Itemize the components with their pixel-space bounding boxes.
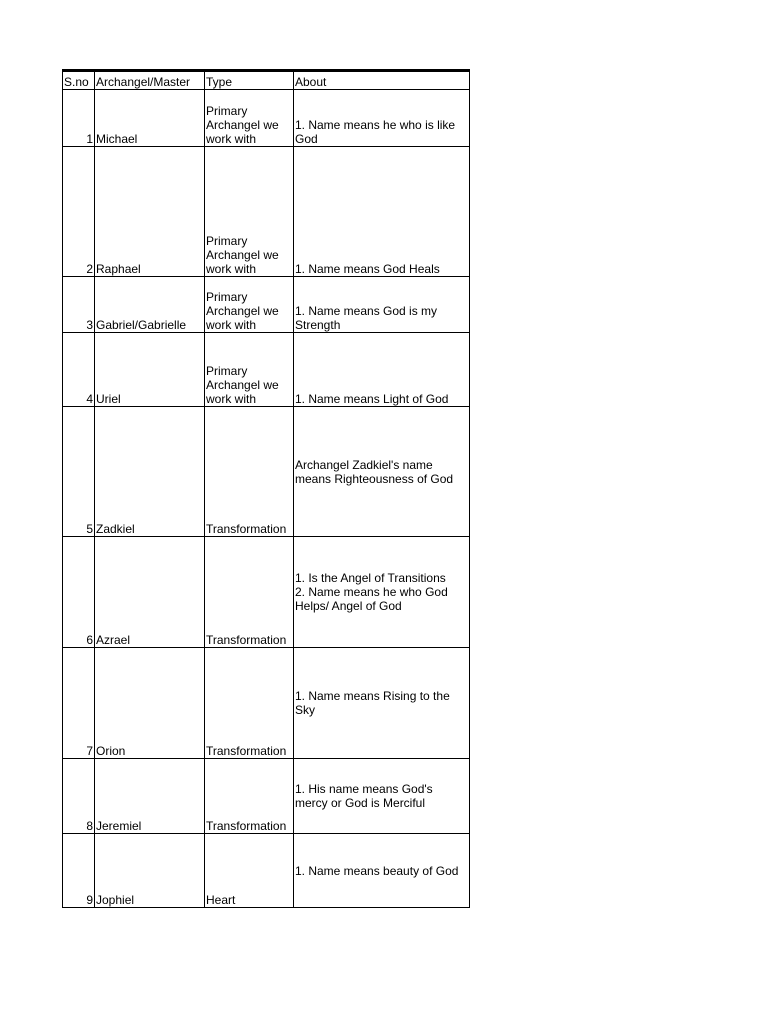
- table-row: [63, 407, 470, 537]
- archangel-type: Transformation: [205, 537, 294, 648]
- archangel-name: Michael: [95, 90, 205, 147]
- archangel-about: 1. Name means he who is like God: [294, 90, 470, 147]
- archangel-about: 1. Name means God Heals: [294, 147, 470, 277]
- archangel-type: Primary Archangel we work with: [205, 90, 294, 147]
- table-row: [63, 277, 470, 333]
- archangel-name: Jophiel: [95, 834, 205, 908]
- archangel-about: [294, 648, 470, 759]
- about-text: 1. His name means God's mercy or God is Merciful: [295, 782, 433, 810]
- archangel-name: Gabriel/Gabrielle: [95, 277, 205, 333]
- archangel-name: Azrael: [95, 537, 205, 648]
- about-text: 1. Name means Rising to the Sky: [295, 689, 450, 717]
- table-row: [63, 648, 470, 759]
- archangel-about: [294, 834, 470, 908]
- archangel-type: Primary Archangel we work with: [205, 147, 294, 277]
- table-row: [63, 333, 470, 407]
- archangel-name: Uriel: [95, 333, 205, 407]
- archangel-type: Transformation: [205, 759, 294, 834]
- archangel-about: [294, 537, 470, 648]
- table-row: [63, 537, 470, 648]
- table-row: [63, 759, 470, 834]
- about-text: 1. Is the Angel of Transitions: [295, 571, 446, 585]
- row-number: 3: [63, 277, 95, 333]
- header-sno: S.no: [63, 71, 95, 90]
- archangel-name: Raphael: [95, 147, 205, 277]
- archangel-type: Primary Archangel we work with: [205, 277, 294, 333]
- header-name: Archangel/Master: [95, 71, 205, 90]
- archangel-type: Primary Archangel we work with: [205, 333, 294, 407]
- about-text-2: 2. Name means he who God Helps/ Angel of God: [295, 585, 448, 613]
- archangel-about: [294, 759, 470, 834]
- table-row: [63, 147, 470, 277]
- archangel-type: Transformation: [205, 648, 294, 759]
- archangel-type: Heart: [205, 834, 294, 908]
- row-number: 6: [63, 537, 95, 648]
- row-number: 4: [63, 333, 95, 407]
- row-number: 8: [63, 759, 95, 834]
- archangel-name: Orion: [95, 648, 205, 759]
- archangel-name: Jeremiel: [95, 759, 205, 834]
- row-number: 9: [63, 834, 95, 908]
- archangel-about: [294, 407, 470, 537]
- archangel-name: Zadkiel: [95, 407, 205, 537]
- archangel-type: Transformation: [205, 407, 294, 537]
- archangel-about: 1. Name means Light of God: [294, 333, 470, 407]
- row-number: 1: [63, 90, 95, 147]
- row-number: 2: [63, 147, 95, 277]
- about-text: 1. Name means beauty of God: [295, 863, 459, 878]
- header-type: Type: [205, 71, 294, 90]
- archangel-table: [62, 69, 470, 908]
- archangel-about: 1. Name means God is my Strength: [294, 277, 470, 333]
- header-row: [63, 71, 470, 90]
- row-number: 5: [63, 407, 95, 537]
- header-about: About: [294, 71, 470, 90]
- about-text: Archangel Zadkiel's name means Righteousness of God: [295, 457, 454, 486]
- row-number: 7: [63, 648, 95, 759]
- table-row: [63, 90, 470, 147]
- table-row: [63, 834, 470, 908]
